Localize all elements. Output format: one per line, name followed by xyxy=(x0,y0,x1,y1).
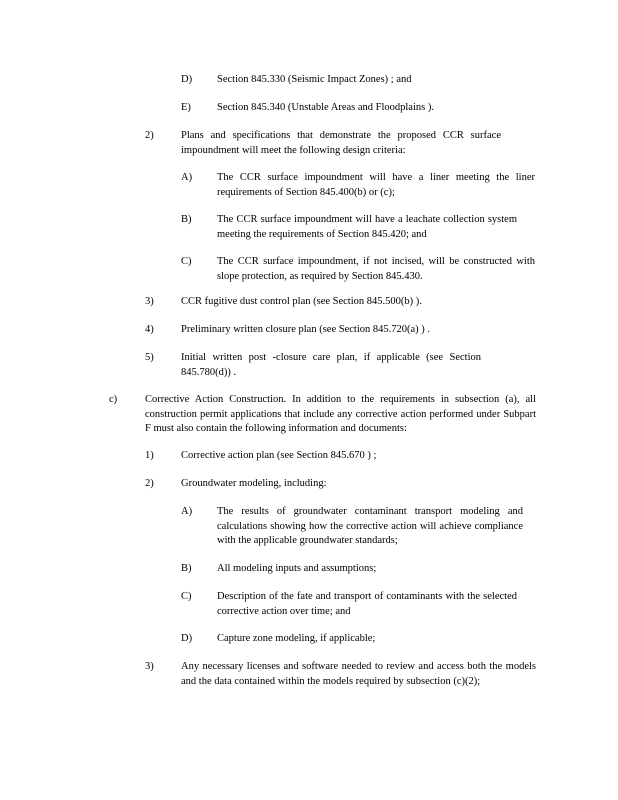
item-text: The CCR surface impoundment, if not incised, will be constructed with slope protection, as required by Section 845.430. xyxy=(217,256,535,282)
item-label: B) xyxy=(181,563,192,574)
item-label: D) xyxy=(181,74,193,85)
item-label: 4) xyxy=(145,324,154,335)
item-label: 1) xyxy=(145,450,154,461)
item-label: D) xyxy=(181,633,193,644)
item-text: Section 845.330 (Seismic Impact Zones) ; and xyxy=(217,74,412,85)
item-text: Plans and specifications that demonstrate the proposed CCR surface impoundment will meet the following design criteria: xyxy=(181,130,501,156)
item-text: The CCR surface impoundment will have a liner meeting the liner requirements of Section 845.400(b) or (c); xyxy=(217,172,535,198)
item-text: Capture zone modeling, if applicable; xyxy=(217,633,376,644)
item-label: c) xyxy=(109,394,118,405)
item-label: 2) xyxy=(145,478,154,489)
item-label: C) xyxy=(181,256,192,267)
item-label: B) xyxy=(181,214,192,225)
item-label: A) xyxy=(181,506,193,517)
item-text: The results of groundwater contaminant transport modeling and calculations showing how the corrective action will achieve compliance with the applicable groundwater standards; xyxy=(217,506,523,546)
item-text: Section 845.340 (Unstable Areas and Floodplains ). xyxy=(217,102,434,113)
item-label: 5) xyxy=(145,352,154,363)
item-label: E) xyxy=(181,102,191,113)
item-label: 2) xyxy=(145,130,154,141)
item-label: 3) xyxy=(145,296,154,307)
item-text: Any necessary licenses and software needed to review and access both the models and the data contained within the models required by subsection (c)(2); xyxy=(181,661,536,687)
item-text: Groundwater modeling, including: xyxy=(181,478,327,489)
item-text: Description of the fate and transport of contaminants with the selected corrective action over time; and xyxy=(217,591,517,617)
item-text: Corrective Action Construction. In addition to the requirements in subsection (a), all construction permit applications that include any corrective action performed under Subpart F must also contain the following information and documents: xyxy=(145,394,536,434)
item-text: Initial written post -closure care plan, if applicable (see Section 845.780(d)) . xyxy=(181,352,481,378)
item-label: 3) xyxy=(145,661,154,672)
item-text: CCR fugitive dust control plan (see Section 845.500(b) ). xyxy=(181,296,422,307)
item-label: C) xyxy=(181,591,192,602)
item-label: A) xyxy=(181,172,193,183)
item-text: Preliminary written closure plan (see Section 845.720(a) ) . xyxy=(181,324,431,335)
item-text: Corrective action plan (see Section 845.670 ) ; xyxy=(181,450,377,461)
item-text: The CCR surface impoundment will have a leachate collection system meeting the requirements of Section 845.420; and xyxy=(217,214,517,240)
item-text: All modeling inputs and assumptions; xyxy=(217,563,377,574)
